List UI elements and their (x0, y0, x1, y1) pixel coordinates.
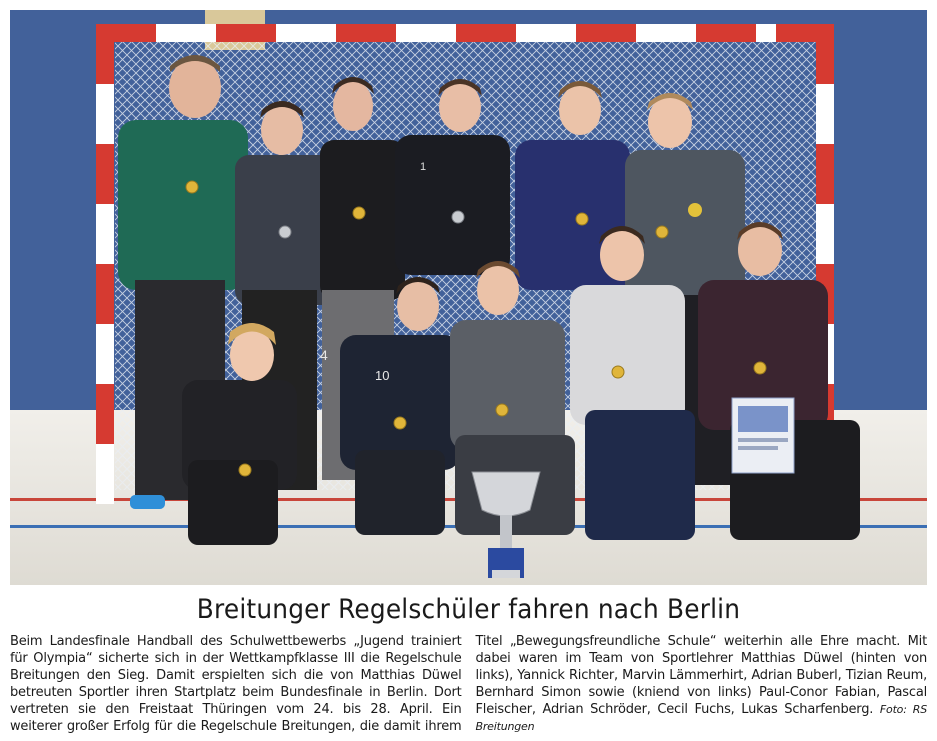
team-photo (10, 10, 927, 585)
article-body (10, 633, 927, 737)
jersey-number: 1 (420, 161, 427, 173)
jersey-number: 10 (375, 368, 390, 383)
photo-credit: Foto: RS Breitungen (475, 703, 927, 733)
article-headline: Breitunger Regelschüler fahren nach Berlin (196, 594, 741, 625)
certificate (732, 398, 794, 473)
jersey-number: 4 (320, 347, 328, 363)
article-body-text: Beim Landesfinale Handball des Schulwettbewerbs „Jugend trainiert für Olympia“ sicherte sich in der Wettkampfklasse III die Regelschule Breitungen den Sieg. Damit erspielten sich die von Matthias Düwel betreuten Sportler ihren Startplatz beim Bundesfinale in Berlin. Dort vertreten sie den Freistaat Thüringen vom 24. bis 28. April. Ein weiterer großer Erfolg für die Regelschule Breitungen, die damit ihrem Titel „Bewegungsfreundliche Schule“ weiterhin alle Ehre macht. Mit dabei waren im Team von Sportlehrer Matthias Düwel (hinten von links), Yannick Richter, Marvin Lämmerhirt, Adrian Buberl, Tizian Reum, Bernhard Simon sowie (kniend von links) Paul-Conor Fabian, Pascal Fleischer, Adrian Schröder, Cecil Fuchs, Lukas Scharfenberg. (10, 634, 927, 734)
